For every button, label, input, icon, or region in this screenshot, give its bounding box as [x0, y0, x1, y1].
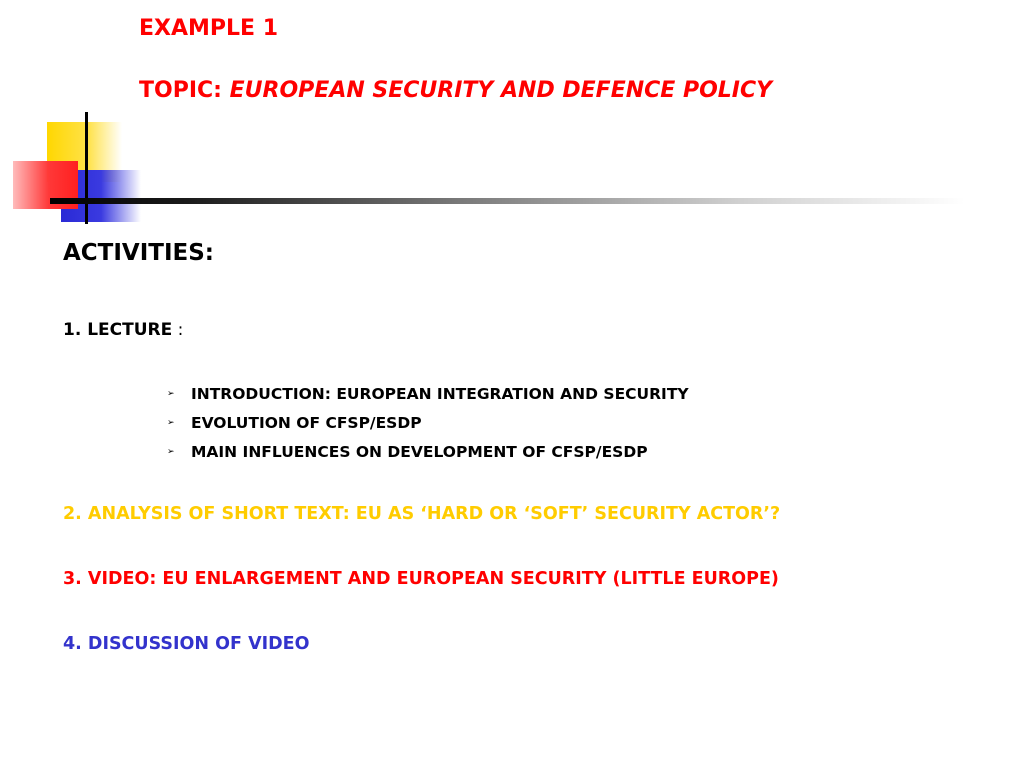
- lecture-number: 1.: [63, 320, 88, 340]
- topic-prefix: TOPIC:: [139, 78, 230, 103]
- bullet-text: EVOLUTION OF CFSP/ESDP: [191, 414, 422, 432]
- lecture-suffix: :: [172, 320, 184, 340]
- slide-topic: [139, 78, 772, 103]
- topic-name: EUROPEAN SECURITY AND DEFENCE POLICY: [229, 78, 773, 103]
- arrow-bullet-icon: ➢: [167, 389, 175, 399]
- activities-heading: ACTIVITIES:: [63, 240, 215, 266]
- activity-item-3: 3. VIDEO: EU ENLARGEMENT AND EUROPEAN SECURITY (LITTLE EUROPE): [63, 569, 779, 589]
- arrow-bullet-icon: ➢: [167, 418, 175, 428]
- lecture-bullet-list: [167, 382, 689, 469]
- slide-title: EXAMPLE 1: [139, 16, 279, 41]
- title-divider-line: [50, 198, 965, 204]
- bullet-text: MAIN INFLUENCES ON DEVELOPMENT OF CFSP/ESDP: [191, 443, 648, 461]
- logo-vertical-line: [85, 112, 88, 224]
- lecture-label: LECTURE: [87, 320, 173, 340]
- list-item: [167, 440, 689, 469]
- list-item: [167, 382, 689, 411]
- arrow-bullet-icon: ➢: [167, 447, 175, 457]
- bullet-text: INTRODUCTION: EUROPEAN INTEGRATION AND SECURITY: [191, 385, 689, 403]
- activity-item-4: 4. DISCUSSION OF VIDEO: [63, 634, 310, 654]
- activity-item-2: 2. ANALYSIS OF SHORT TEXT: EU AS ‘HARD OR ‘SOFT’ SECURITY ACTOR’?: [63, 504, 781, 524]
- list-item: [167, 411, 689, 440]
- lecture-item: [63, 320, 183, 340]
